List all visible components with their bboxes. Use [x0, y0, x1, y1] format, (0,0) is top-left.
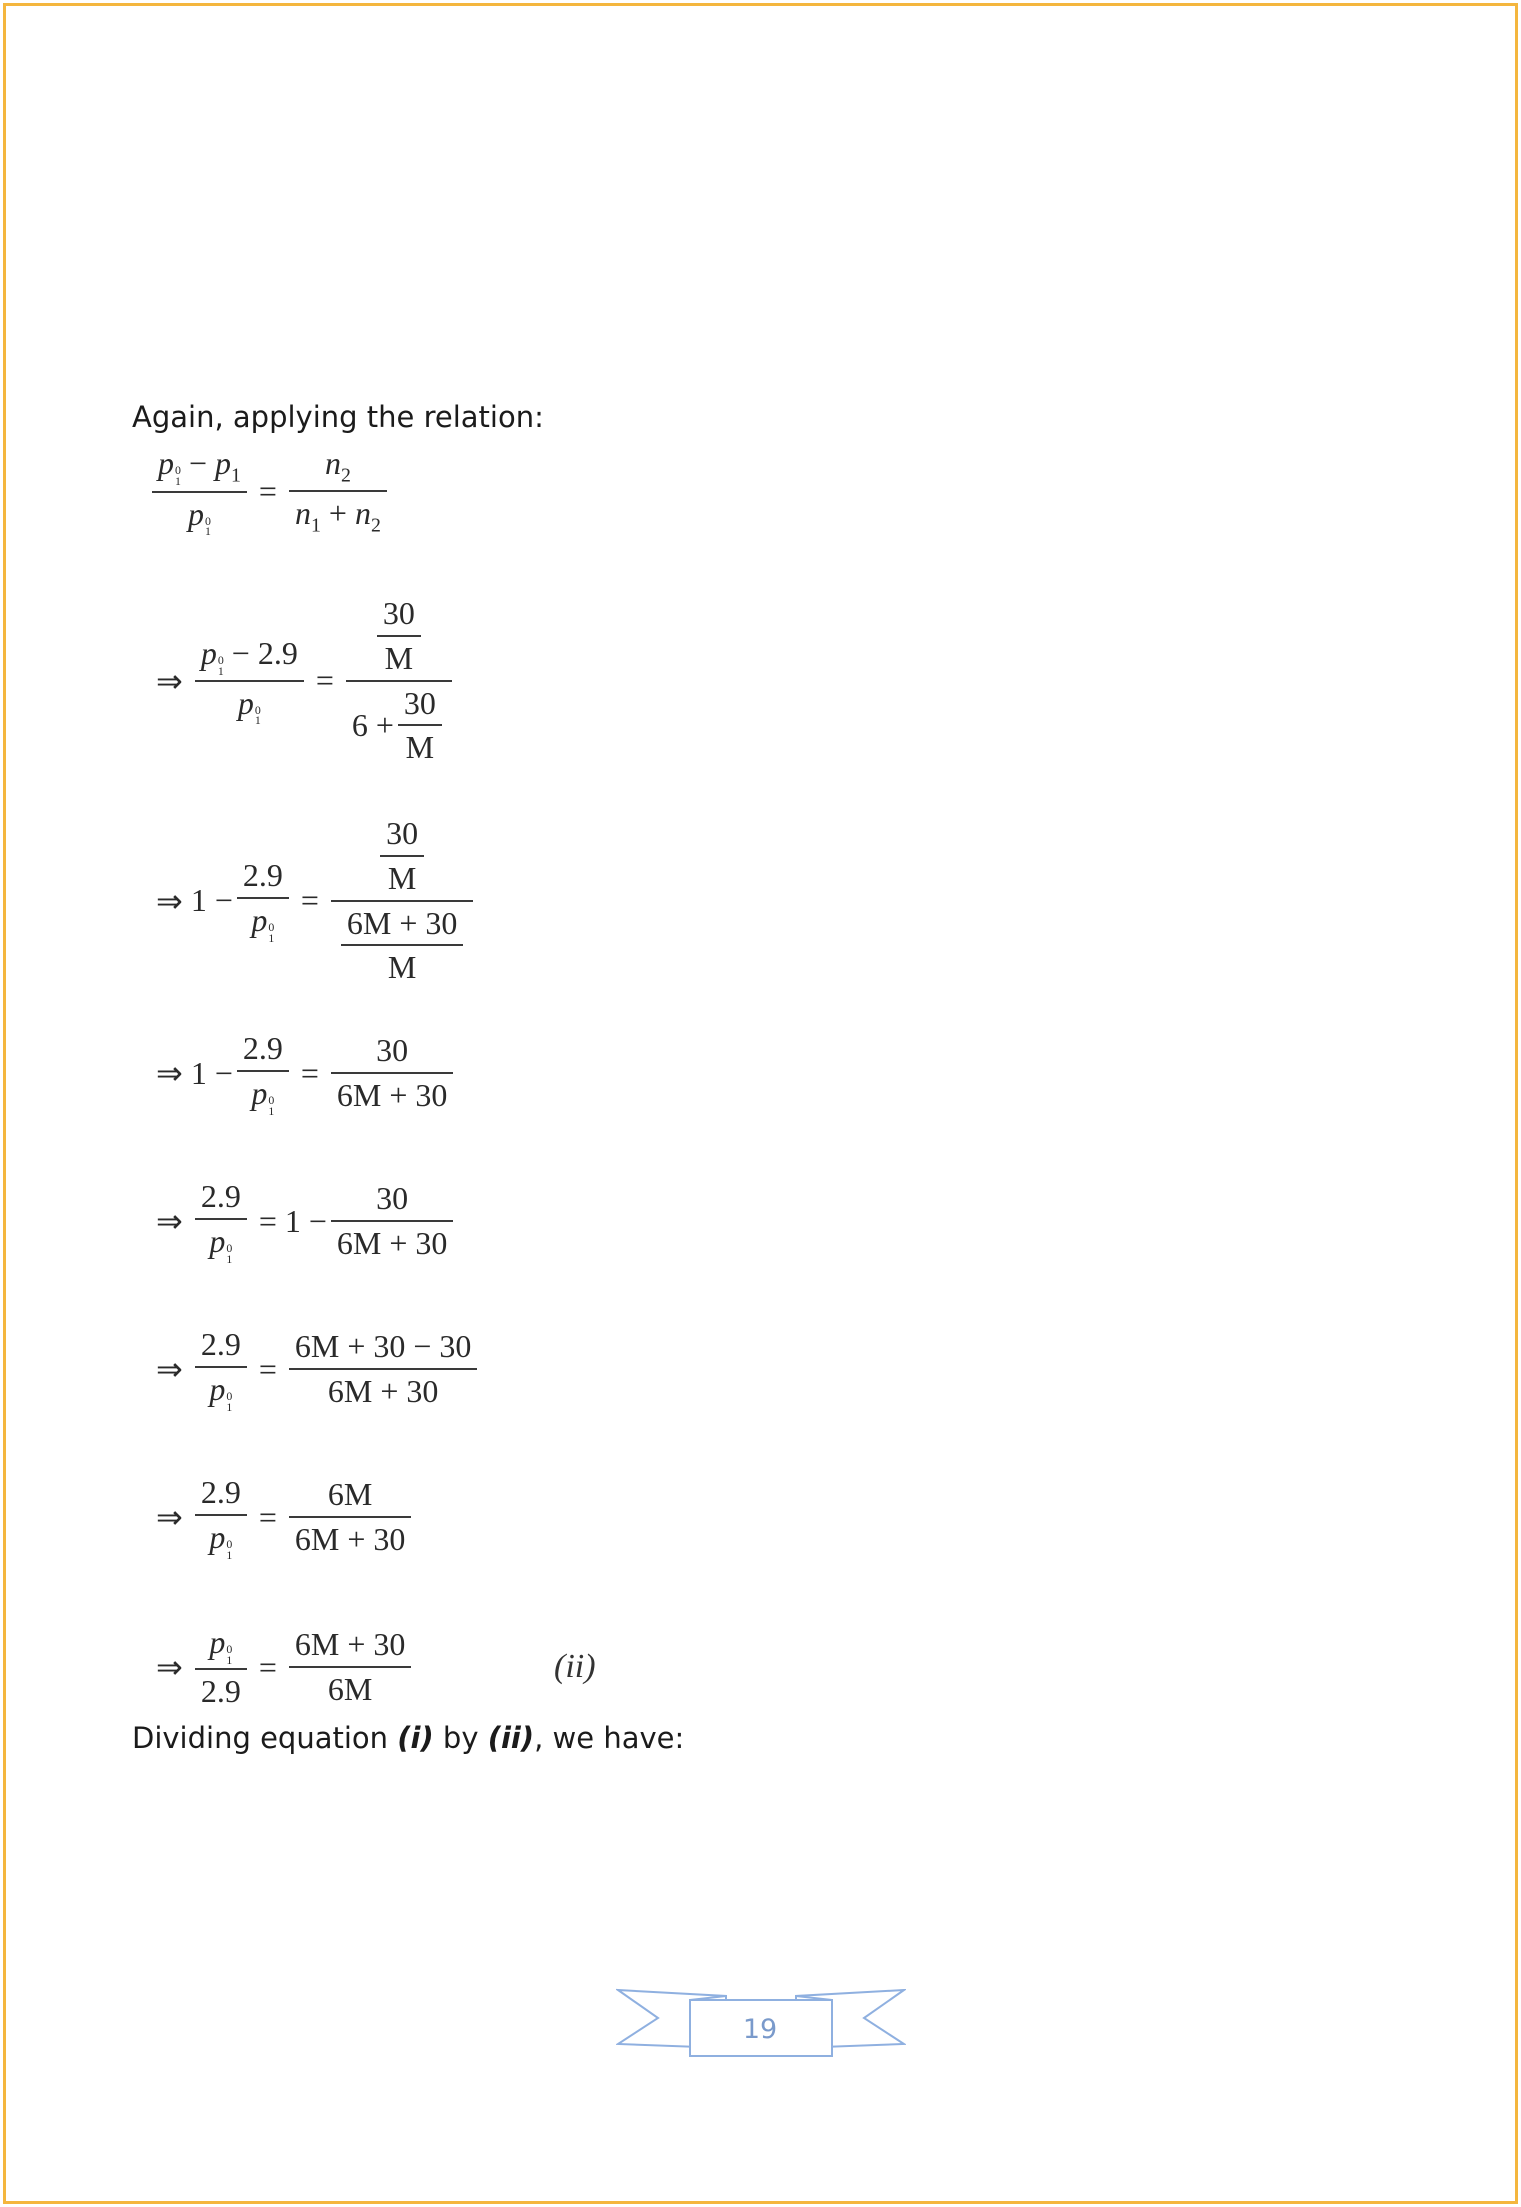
equation-ref-i: (i): [397, 1721, 434, 1755]
equation-step-3: ⇒ 1 − 2.9 p 0 1 = $\frac{\frac{30}{M}}{\frac{6M + 30}{M}}$: [148, 815, 477, 986]
page-number: 19: [742, 2014, 778, 2045]
equation-step-2: ⇒ p 0 1 − 2.9 p 0 1 = $\frac{30}{M}$ 6 + $\frac{30}{M}$: [148, 595, 456, 766]
conclusion-text: Dividing equation (i) by (ii), we have:: [132, 1721, 685, 1755]
equation-step-7: ⇒ 2.9 p 0 1 = $\frac{6M}{6M + 30}$: [148, 1474, 415, 1560]
intro-text: Again, applying the relation:: [132, 400, 544, 434]
equation-ref-ii: (ii): [487, 1721, 535, 1755]
equation-step-5: ⇒ 2.9 p 0 1 = 1 − $\frac{30}{6M + 30}$: [148, 1178, 457, 1264]
equation-step-8: ⇒ p 0 1 2.9 = $\frac{6M + 30}{6M}$: [148, 1624, 415, 1710]
equation-step-6: ⇒ 2.9 p 0 1 = $\frac{6M + 30 - 30}{6M + 30}$: [148, 1326, 481, 1412]
equation-relation: p 0 1 − $p_1$ p 0 1 = $\frac{n_2}{n_1 + n_2}$: [148, 445, 391, 537]
equation-label-ii: (ii): [554, 1648, 596, 1685]
equation-step-4: ⇒ 1 − 2.9 p 0 1 = $\frac{30}{6M + 30}$: [148, 1030, 457, 1116]
